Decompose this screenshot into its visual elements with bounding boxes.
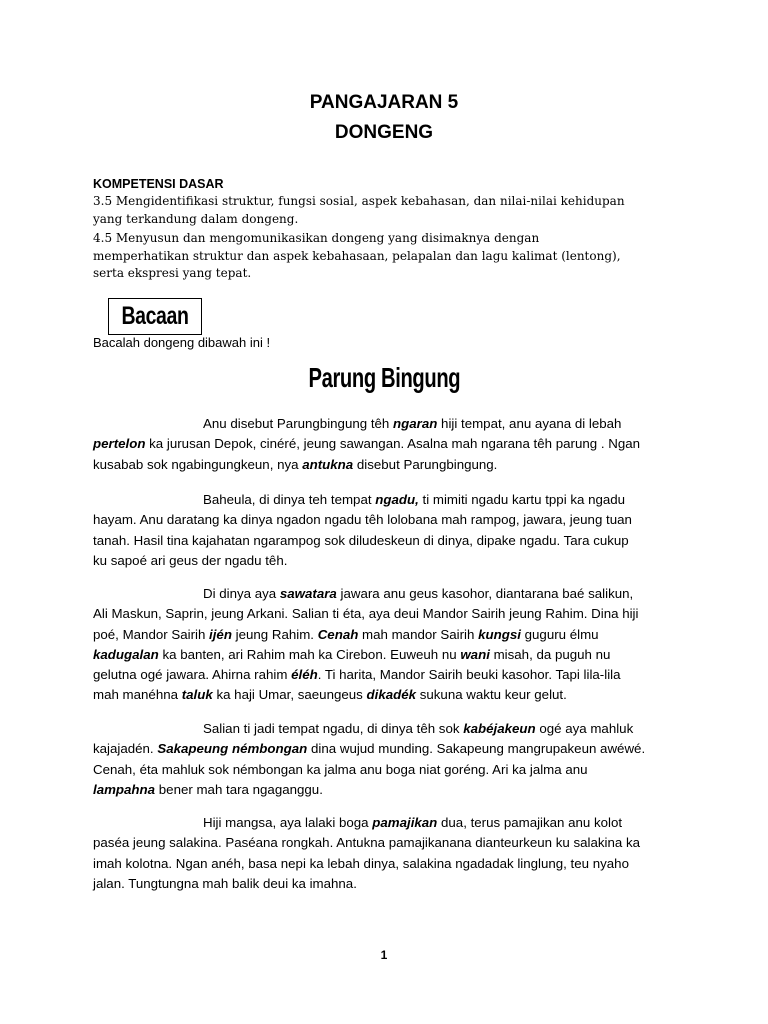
story-text: ka jurusan Depok, cinéré, jeung sawangan. Asalna mah ngarana têh parung . Ngan: [145, 436, 640, 452]
story-line: [93, 760, 693, 780]
story-text: Ali Maskun, Saprin, jeung Arkani. Salian ti éta, aya deui Mandor Sairih jeung Rahim. Dina hiji: [93, 606, 639, 622]
story-paragraph: [93, 490, 693, 571]
story-text: dua, terus pamajikan anu kolot: [437, 815, 623, 830]
story-text: Di dinya aya: [203, 586, 280, 601]
story-line: [93, 645, 693, 665]
story-text: misah, da puguh nu: [489, 646, 611, 662]
bacaan-label: Bacaan: [121, 302, 189, 330]
story-keyword: pertelon: [93, 436, 146, 452]
story-text: poé, Mandor Sairih: [93, 626, 210, 642]
kompetensi-item-1-line: 3.5 Mengidentifikasi struktur, fungsi sosial, aspek kebahasan, dan nilai-nilai kehidupan: [93, 194, 625, 208]
story-keyword: taluk: [181, 687, 213, 703]
story-line: [93, 854, 693, 874]
story-line: [93, 833, 693, 853]
story-keyword: kadugalan: [93, 646, 159, 662]
story-text: kusabab sok ngabingungkeun, nya: [93, 456, 303, 472]
story-line: [93, 455, 693, 475]
story-line: [93, 584, 693, 604]
story-line: [93, 780, 693, 800]
lesson-title: PANGAJARAN 5: [309, 92, 459, 113]
story-keyword: dikadék: [366, 687, 417, 703]
story-text: ti mimiti ngadu kartu tppi ka ngadu: [418, 492, 626, 507]
story-text: dina wujud munding. Sakapeung mangrupakeun awéwé.: [307, 741, 646, 757]
story-text: jalan. Tungtungna mah balik deui ka imahna.: [93, 875, 357, 891]
kompetensi-title: KOMPETENSI DASAR: [93, 177, 224, 191]
story-keyword: Sakapeung némbongan: [157, 741, 308, 757]
story-line: [93, 739, 693, 759]
story-text: hayam. Anu daratang ka dinya ngadon ngadu têh lolobana mah rampog, jawara, jeung tuan: [93, 512, 632, 528]
story-line: [93, 813, 693, 833]
story-line: [93, 490, 693, 510]
story-keyword: pamajikan: [372, 815, 438, 830]
story-keyword: lampahna: [93, 781, 156, 797]
story-paragraph: [93, 719, 693, 800]
story-line: [93, 719, 693, 739]
story-text: ka haji Umar, saeungeus: [212, 687, 367, 703]
story-line: [93, 434, 693, 454]
story-text: jawara anu geus kasohor, diantarana baé salikun,: [336, 586, 634, 601]
story-text: Hiji mangsa, aya lalaki boga: [203, 815, 373, 830]
kompetensi-item-1: [93, 193, 683, 228]
story-line: [93, 874, 693, 894]
story-keyword: kabéjakeun: [463, 721, 536, 736]
story-text: . Ti harita, Mandor Sairih beuki kasohor. Tapi lila-lila: [317, 667, 621, 683]
story-text: jeung Rahim.: [231, 626, 318, 642]
story-keyword: ngaran: [393, 416, 438, 431]
story-line: [93, 665, 693, 685]
kompetensi-item-1-line: yang terkandung dalam dongeng.: [93, 211, 299, 226]
story-text: paséa jeung salakina. Paséana rongkah. Antukna pamajikanana dianteurkeun ku salakina ka: [93, 835, 641, 851]
story-paragraph: [93, 813, 693, 894]
story-text: ka banten, ari Rahim mah ka Cirebon. Euweuh nu: [158, 646, 461, 662]
kompetensi-item-2-line: 4.5 Menyusun dan mengomunikasikan dongeng yang disimaknya dengan: [93, 231, 540, 245]
kompetensi-item-2-line: serta ekspresi yang tepat.: [93, 266, 252, 280]
story-text: kajajadén.: [93, 741, 158, 757]
story-text: hiji tempat, anu ayana di lebah: [437, 416, 622, 431]
story-paragraph: [93, 414, 693, 475]
story-text: mah manéhna: [93, 687, 182, 703]
story-line: [93, 604, 693, 624]
story-title-wrap: [0, 362, 768, 394]
story-text: guguru élmu: [520, 626, 599, 642]
story-text: bener mah tara ngaganggu.: [155, 781, 323, 797]
story-keyword: wani: [460, 646, 490, 662]
story-keyword: ijén: [209, 626, 232, 642]
kompetensi-item-2: [93, 230, 683, 283]
story-keyword: Cenah: [317, 626, 359, 642]
story-line: [93, 510, 693, 530]
story-text: Baheula, di dinya teh tempat: [203, 492, 376, 507]
lesson-subtitle: DONGENG: [334, 122, 434, 143]
story-text: tanah. Hasil tina kajahatan ngarampog sok diludeskeun di dinya, dipake ngadu. Tara cukup: [93, 532, 629, 548]
story-text: ogé aya mahluk: [535, 721, 634, 736]
story-paragraph: [93, 584, 693, 706]
story-text: Cenah, éta mahluk sok némbongan ka jalma anu boga niat goréng. Ari ka jalma anu: [93, 761, 588, 777]
story-line: [93, 414, 693, 434]
story-text: Anu disebut Parungbingung têh: [203, 416, 394, 431]
reading-instruction: Bacalah dongeng dibawah ini !: [93, 335, 271, 350]
kompetensi-item-2-line: memperhatikan struktur dan aspek kebahasaan, pelapalan dan lagu kalimat (lentong),: [93, 248, 621, 263]
story-text: Salian ti jadi tempat ngadu, di dinya têh sok: [203, 721, 464, 736]
story-keyword: antukna: [302, 456, 354, 472]
story-text: disebut Parungbingung.: [353, 456, 498, 472]
story-title: Parung Bingung: [308, 362, 460, 393]
story-keyword: ngadu,: [375, 492, 419, 507]
story-line: [93, 685, 693, 705]
story-line: [93, 531, 693, 551]
story-line: [93, 551, 693, 571]
story-line: [93, 625, 693, 645]
bacaan-label-box: [108, 298, 202, 335]
story-text: ku sapoé ari geus der ngadu têh.: [93, 552, 288, 568]
story-text: imah kolotna. Ngan anéh, basa nepi ka lebah dinya, salakina ngadadak linglung, teu nyaho: [93, 855, 629, 871]
story-keyword: sawatara: [279, 586, 337, 601]
page-number: 1: [380, 948, 388, 962]
story-text: gelutna ogé jawara. Ahirna rahim: [93, 667, 292, 683]
story-keyword: kungsi: [478, 626, 521, 642]
story-keyword: éléh: [291, 667, 318, 683]
story-text: sukuna waktu keur gelut.: [416, 687, 567, 703]
story-text: mah mandor Sairih: [358, 626, 479, 642]
